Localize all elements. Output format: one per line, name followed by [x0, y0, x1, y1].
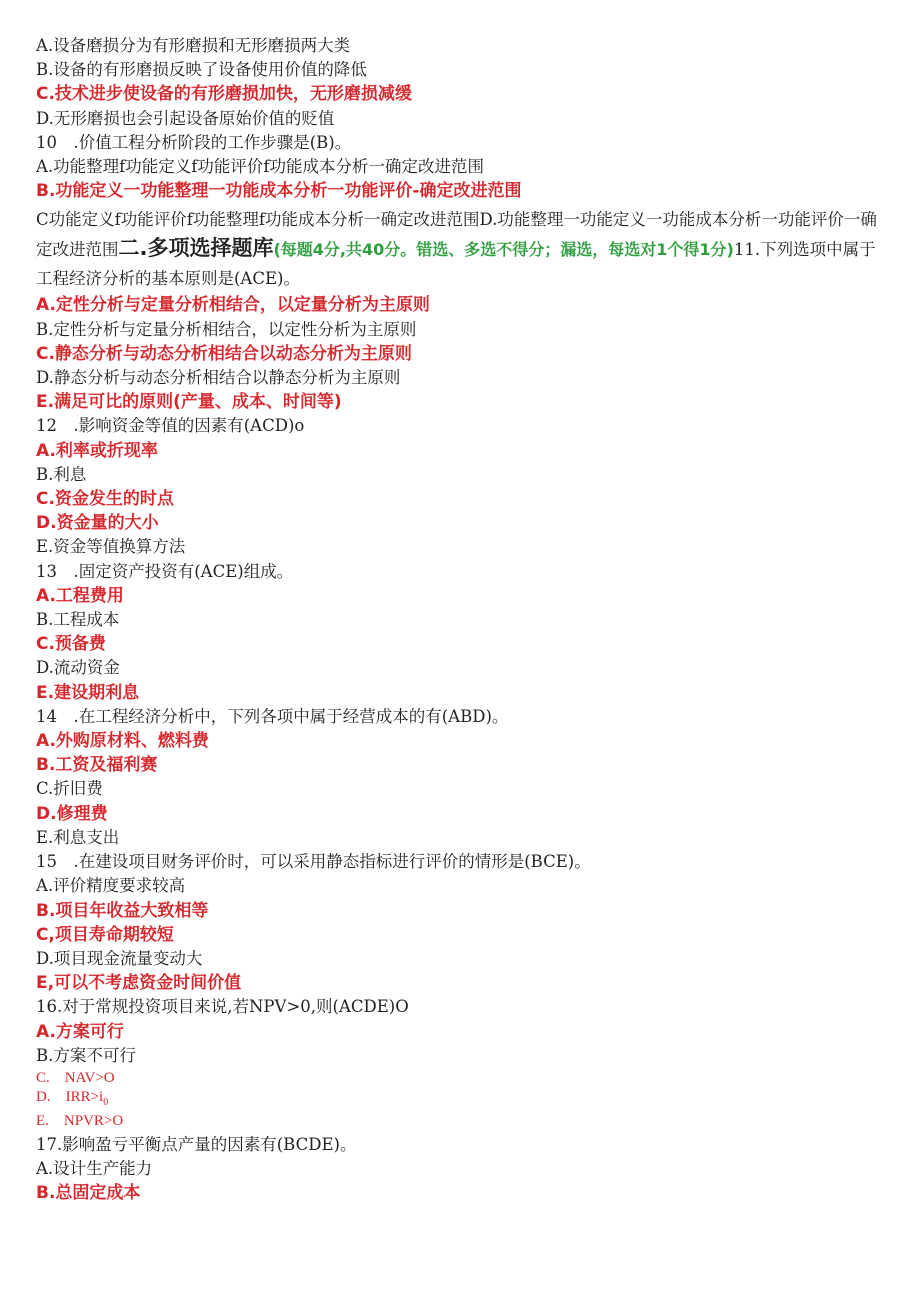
text-line: A.设计生产能力 — [36, 1159, 153, 1179]
answer-line: C,项目寿命期较短 — [36, 924, 174, 945]
text-line: B.工程成本 — [36, 610, 120, 630]
answer-line: C.技术进步使设备的有形磨损加快，无形磨损减缓 — [36, 84, 412, 105]
section-paragraph — [36, 205, 886, 293]
text-line: 14 .在工程经济分析中，下列各项中属于经营成本的有(ABD)。 — [36, 706, 509, 726]
answer-line: A.方案可行 — [36, 1021, 124, 1042]
answer-line: A.工程费用 — [36, 585, 124, 606]
answer-line: A.外购原材料、燃料费 — [36, 731, 209, 752]
text-line: E.资金等值换算方法 — [36, 537, 186, 557]
option-d-small — [36, 1088, 886, 1112]
text-line: E.利息支出 — [36, 827, 120, 847]
text-line: 12 .影响资金等值的因素有(ACD)o — [36, 416, 305, 436]
text-line: 13 .固定资产投资有(ACE)组成。 — [36, 561, 294, 581]
answer-line: E,可以不考虑资金时间价值 — [36, 973, 242, 994]
small-options — [36, 1069, 886, 1131]
option-d-subscript: 0 — [103, 1096, 109, 1108]
option-c-small: C. NAV>O — [36, 1069, 115, 1086]
answer-line: E.建设期利息 — [36, 682, 140, 703]
text-line: B.设备的有形磨损反映了设备使用价值的降低 — [36, 60, 367, 80]
paragraph-text-1: C功能定义f功能评价f功能整理f功能成本分析一确定改进范围D.功能整理一功能定义一功能成本分析一功能评价一确定改进范围 — [36, 210, 877, 260]
answer-line: A.利率或折现率 — [36, 440, 158, 461]
answer-line: B.功能定义一功能整理一功能成本分析一功能评价-确定改进范围 — [36, 181, 522, 202]
text-line: C.折旧费 — [36, 779, 103, 799]
answer-line: B.项目年收益大致相等 — [36, 900, 209, 921]
answer-line: D.资金量的大小 — [36, 513, 159, 534]
text-line: A.功能整理f功能定义f功能评价f功能成本分析一确定改进范围 — [36, 157, 484, 177]
question-block-3 — [36, 1133, 886, 1206]
answer-line: B.工资及福利赛 — [36, 755, 158, 776]
question-block-1 — [36, 34, 886, 203]
question-11-stem: 11.下列选项中属于工程经济分析的基本原则是(ACE)。 — [36, 240, 876, 289]
answer-line: C.资金发生的时点 — [36, 489, 174, 510]
text-line: 10 .价值工程分析阶段的工作步骤是(B)。 — [36, 132, 352, 152]
document-page — [36, 34, 886, 1206]
answer-line: B.总固定成本 — [36, 1183, 141, 1204]
text-line: A.评价精度要求较高 — [36, 876, 186, 896]
text-line: 15 .在建设项目财务评价时，可以采用静态指标进行评价的情形是(BCE)。 — [36, 852, 591, 872]
section-heading: 二.多项选择题库 — [118, 236, 274, 261]
text-line: D.无形磨损也会引起设备原始价值的贬值 — [36, 108, 335, 128]
text-line: D.项目现金流量变动大 — [36, 948, 203, 968]
text-line: A.设备磨损分为有形磨损和无形磨损两大类 — [36, 36, 351, 55]
text-line: B.利息 — [36, 464, 87, 484]
text-line: D.流动资金 — [36, 658, 120, 678]
answer-line: C.静态分析与动态分析相结合以动态分析为主原则 — [36, 343, 412, 364]
text-line: B.定性分析与定量分析相结合，以定性分析为主原则 — [36, 319, 417, 339]
answer-line: E.满足可比的原则(产量、成本、时间等) — [36, 392, 342, 413]
option-e-small: E. NPVR>O — [36, 1112, 124, 1129]
text-line: D.静态分析与动态分析相结合以静态分析为主原则 — [36, 368, 401, 388]
text-line: B.方案不可行 — [36, 1045, 136, 1065]
text-line: 17.影响盈亏平衡点产量的因素有(BCDE)。 — [36, 1134, 357, 1154]
question-block-2 — [36, 293, 886, 1068]
scoring-note: (每题4分,共40分。错选、多选不得分；漏选，每选对1个得1分) — [273, 240, 734, 260]
answer-line: A.定性分析与定量分析相结合，以定量分析为主原则 — [36, 295, 430, 316]
answer-line: D.修理费 — [36, 803, 108, 824]
option-d-text: D. IRR>i — [36, 1088, 104, 1105]
answer-line: C.预备费 — [36, 634, 106, 655]
text-line: 16.对于常规投资项目来说,若NPV>0,则(ACDE)O — [36, 997, 409, 1017]
